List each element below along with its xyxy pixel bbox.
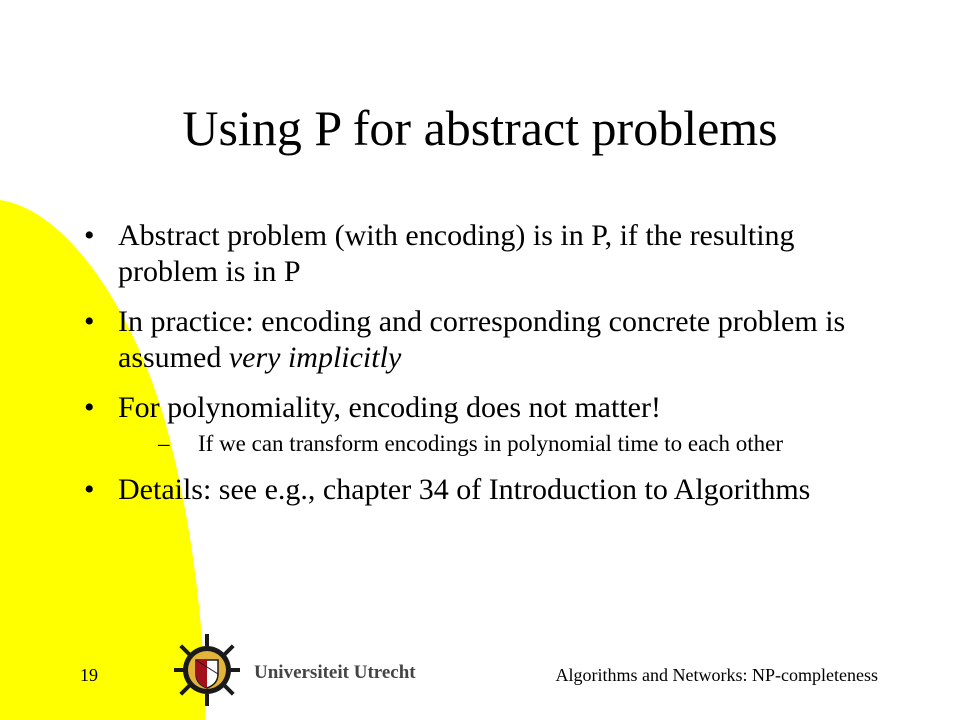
bullet-marker: •: [84, 219, 95, 252]
university-seal-icon: [174, 634, 240, 706]
bullet-text: Details: see e.g., chapter 34 of Introduction to Algorithms: [118, 473, 811, 506]
bullet-marker: •: [84, 473, 95, 506]
sub-bullet-text: If we can transform encodings in polynomial time to each other: [198, 431, 784, 456]
sub-bullet-marker: –: [158, 431, 170, 456]
bullet-item: [84, 472, 884, 508]
bullet-item: [84, 304, 884, 376]
bullet-text: In practice: encoding and corresponding concrete problem is assumed: [118, 305, 846, 374]
university-wordmark: Universiteit Utrecht: [254, 662, 416, 683]
sub-bullet-list: [118, 430, 884, 458]
bullet-marker: •: [84, 391, 95, 424]
sub-bullet-item: [158, 430, 884, 458]
bullet-marker: •: [84, 305, 95, 338]
bullet-item: [84, 390, 884, 458]
bullet-list: [84, 218, 884, 522]
bullet-text: For polynomiality, encoding does not matter!: [118, 391, 661, 424]
bullet-emphasis: very implicitly: [228, 341, 402, 374]
university-logo: [174, 632, 416, 712]
bullet-text: Abstract problem (with encoding) is in P, if the resulting problem is in P: [118, 219, 795, 288]
footer-title: Algorithms and Networks: NP-completeness: [555, 665, 878, 685]
slide-title: Using P for abstract problems: [182, 100, 778, 156]
bullet-item: [84, 218, 884, 290]
slide-number: 19: [80, 665, 98, 685]
